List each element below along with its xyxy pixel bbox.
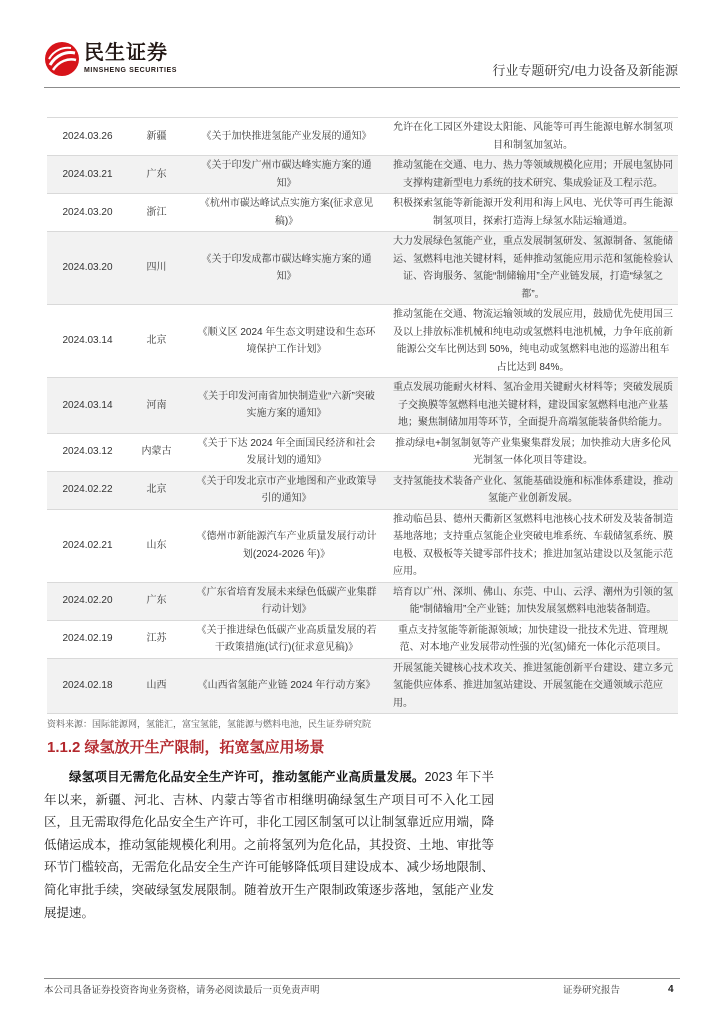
cell-date: 2024.03.26 — [47, 118, 128, 156]
cell-policy: 《关于印发北京市产业地图和产业政策导引的通知》 — [185, 471, 388, 509]
cell-date: 2024.03.20 — [47, 232, 128, 305]
table-source-note: 资料来源：国际能源网，氢能汇，富宝氢能，氢能源与燃料电池，民生证券研究院 — [47, 719, 372, 729]
logo-text-cn: 民生证券 — [84, 42, 168, 64]
header-divider — [44, 87, 680, 88]
cell-date: 2024.03.14 — [47, 378, 128, 434]
cell-region: 北京 — [128, 471, 185, 509]
cell-policy: 《广东省培育发展未来绿色低碳产业集群行动计划》 — [185, 582, 388, 620]
cell-region: 广东 — [128, 582, 185, 620]
cell-region: 江苏 — [128, 620, 185, 658]
cell-policy: 《山西省氢能产业链 2024 年行动方案》 — [185, 658, 388, 714]
cell-content: 支持氢能技术装备产业化、氢能基础设施和标准体系建设，推动氢能产业创新发展。 — [388, 471, 678, 509]
table-row — [47, 658, 678, 714]
cell-content: 重点支持氢能等新能源领域；加快建设一批技术先进、管理规范、对本地产业发展带动性强的光(氢)储充一体化示范项目。 — [388, 620, 678, 658]
cell-content: 允许在化工园区外建设太阳能、风能等可再生能源电解水制氢项目和制氢加氢站。 — [388, 118, 678, 156]
footer-report-type: 证券研究报告 — [563, 985, 621, 996]
cell-content: 大力发展绿色氢能产业，重点发展制氢研发、氢源制备、氢能储运、氢燃料电池关键材料，延伸推动氢能应用示范和氢能检验认证、咨询服务、氢能“制储输用”全产业链发展，打造“绿氢之都”。 — [388, 232, 678, 305]
cell-region: 河南 — [128, 378, 185, 434]
table-row — [47, 582, 678, 620]
cell-region: 内蒙古 — [128, 433, 185, 471]
cell-date: 2024.02.21 — [47, 509, 128, 582]
cell-date: 2024.02.22 — [47, 471, 128, 509]
cell-content: 推动氢能在交通、物流运输领域的发展应用，鼓励优先使用国三及以上排放标准机械和纯电动或氢燃料电池机械，力争年底前新能源公交车比例达到 50%，纯电动或氢燃料电池的巡游出租车占比达到 84%。 — [388, 305, 678, 378]
cell-region: 浙江 — [128, 194, 185, 232]
minsheng-logo-icon — [44, 41, 80, 77]
policy-table-body — [47, 118, 678, 714]
table-row — [47, 378, 678, 434]
table-row — [47, 509, 678, 582]
cell-date: 2024.02.19 — [47, 620, 128, 658]
cell-region: 山西 — [128, 658, 185, 714]
cell-policy: 《杭州市碳达峰试点实施方案(征求意见稿)》 — [185, 194, 388, 232]
page-number: 4 — [668, 984, 674, 995]
table-row — [47, 305, 678, 378]
cell-region: 四川 — [128, 232, 185, 305]
section-heading: 1.1.2 绿氢放开生产限制，拓宽氢应用场景 — [47, 739, 325, 756]
cell-date: 2024.03.12 — [47, 433, 128, 471]
cell-policy: 《关于下达 2024 年全面国民经济和社会发展计划的通知》 — [185, 433, 388, 471]
cell-content: 积极探索氢能等新能源开发利用和海上风电、光伏等可再生能源制氢项目，探索打造海上绿氢水陆运输通道。 — [388, 194, 678, 232]
table-row — [47, 232, 678, 305]
cell-content: 推动绿电+制氢制氨等产业集聚集群发展；加快推动大唐多伦风光制氢一体化项目等建设。 — [388, 433, 678, 471]
cell-content: 推动氢能在交通、电力、热力等领域规模化应用；开展电氢协同支撑构建新型电力系统的技术研究、集成验证及工程示范。 — [388, 156, 678, 194]
footer-divider — [44, 978, 680, 979]
cell-policy: 《关于印发广州市碳达峰实施方案的通知》 — [185, 156, 388, 194]
table-row — [47, 620, 678, 658]
cell-date: 2024.03.20 — [47, 194, 128, 232]
cell-policy: 《顺义区 2024 年生态文明建设和生态环境保护工作计划》 — [185, 305, 388, 378]
report-category: 行业专题研究/电力设备及新能源 — [492, 63, 678, 78]
cell-region: 广东 — [128, 156, 185, 194]
logo-emblem-icon — [44, 41, 80, 77]
body-paragraph — [44, 766, 494, 924]
cell-content: 推动临邑县、德州天衢新区氢燃料电池核心技术研发及装备制造基地落地；支持重点氢能企业突破电堆系统、车载储氢系统、膜电极、双极板等关键零部件技术；推进加氢站建设以及氢能示范应用。 — [388, 509, 678, 582]
table-row — [47, 156, 678, 194]
main-content — [44, 117, 678, 924]
table-row — [47, 471, 678, 509]
logo-text-en: MINSHENG SECURITIES — [84, 67, 178, 74]
cell-date: 2024.03.21 — [47, 156, 128, 194]
cell-region: 北京 — [128, 305, 185, 378]
cell-region: 新疆 — [128, 118, 185, 156]
cell-date: 2024.02.20 — [47, 582, 128, 620]
table-row — [47, 433, 678, 471]
policy-table — [47, 117, 678, 714]
footer-disclaimer: 本公司具备证券投资咨询业务资格，请务必阅读最后一页免责声明 — [44, 985, 320, 996]
cell-policy: 《德州市新能源汽车产业质量发展行动计划(2024-2026 年)》 — [185, 509, 388, 582]
cell-content: 开展氢能关键核心技术攻关、推进氢能创新平台建设、建立多元氢能供应体系、推进加氢站建设、开展氢能在交通领域示范应用。 — [388, 658, 678, 714]
lead-sentence: 绿氢项目无需危化品安全生产许可，推动氢能产业高质量发展。 — [69, 770, 425, 784]
cell-policy: 《关于推进绿色低碳产业高质量发展的若干政策措施(试行)(征求意见稿)》 — [185, 620, 388, 658]
table-row — [47, 118, 678, 156]
cell-date: 2024.02.18 — [47, 658, 128, 714]
cell-content: 重点发展功能耐火材料、氢冶金用关键耐火材料等；突破发展质子交换膜等氢燃料电池关键材料，建设国家氢燃料电池产业基地；聚焦制储加用等环节，全面提升高端氢能装备供给能力。 — [388, 378, 678, 434]
cell-content: 培育以广州、深圳、佛山、东莞、中山、云浮、潮州为引领的氢能“制储输用”全产业链；加快发展氢燃料电池装备制造。 — [388, 582, 678, 620]
cell-policy: 《关于加快推进氢能产业发展的通知》 — [185, 118, 388, 156]
body-text: 2023 年下半年以来，新疆、河北、吉林、内蒙古等省市相继明确绿氢生产项目可不入化工园区，且无需取得危化品安全生产许可，非化工园区制氢可以让制氢靠近应用端，降低储运成本，推动氢能规模化利用。之前将氢列为危化品，其投资、土地、审批等环节门槛较高，无需危化品安全生产许可能够降低项目建设成本、减少场地限制、简化审批手续，突破绿氢发展限制。随着放开生产限制政策逐步落地，氢能产业发展提速。 — [44, 770, 495, 920]
cell-policy: 《关于印发河南省加快制造业“六新”突破实施方案的通知》 — [185, 378, 388, 434]
cell-date: 2024.03.14 — [47, 305, 128, 378]
table-row — [47, 194, 678, 232]
cell-region: 山东 — [128, 509, 185, 582]
cell-policy: 《关于印发成都市碳达峰实施方案的通知》 — [185, 232, 388, 305]
